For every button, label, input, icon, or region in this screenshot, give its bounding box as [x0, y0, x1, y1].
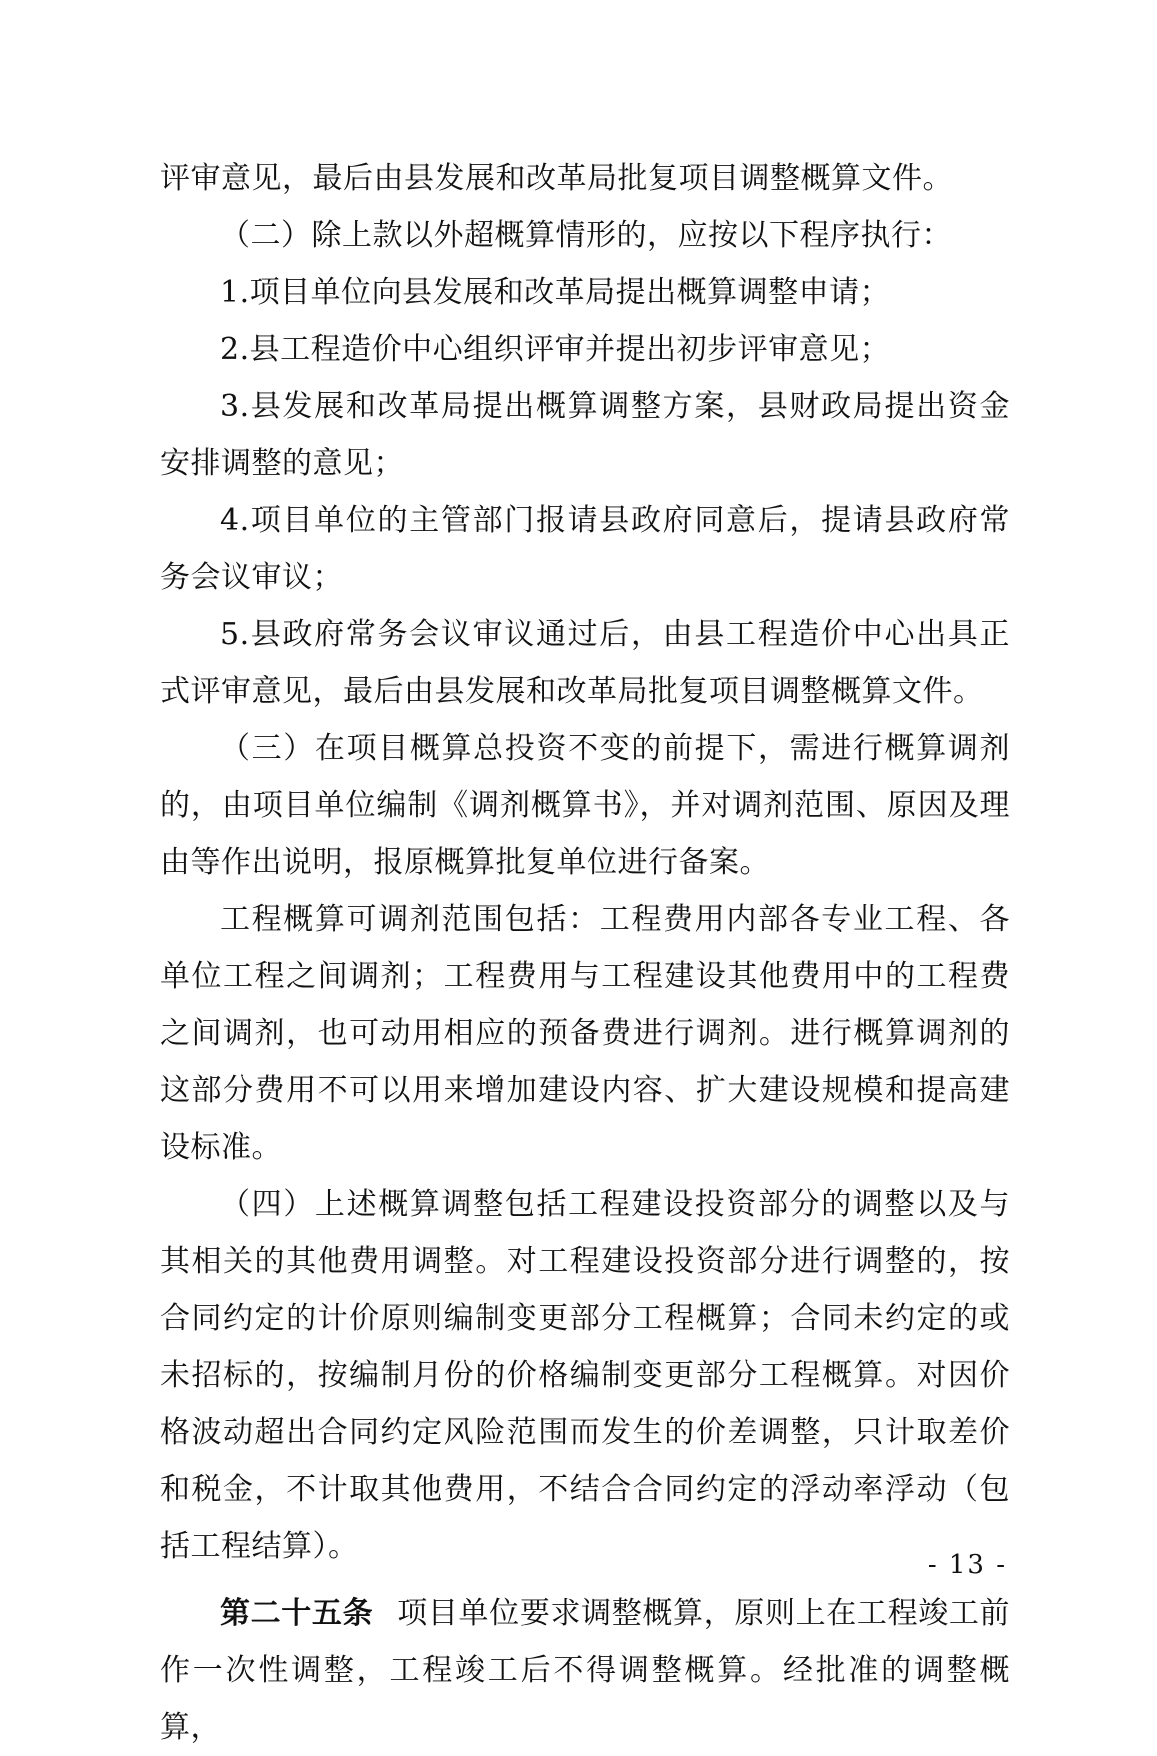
- paragraph-6: 4.项目单位的主管部门报请县政府同意后，提请县政府常务会议审议；: [160, 503, 1010, 595]
- page-number: - 13 -: [927, 1550, 1007, 1580]
- article-25: [160, 1585, 1010, 1756]
- paragraph-4: 2.县工程造价中心组织评审并提出初步评审意见；: [220, 332, 891, 367]
- paragraph-2: （二）除上款以外超概算情形的，应按以下程序执行：: [220, 218, 952, 253]
- body-text: [160, 150, 1010, 1756]
- article-text: 项目单位要求调整概算，原则上在工程竣工前作一次性调整，工程竣工后不得调整概算。经批准的调整概算，: [160, 1596, 1011, 1745]
- paragraph-3: 1.项目单位向县发展和改革局提出概算调整申请；: [220, 275, 891, 310]
- paragraph-8: （三）在项目概算总投资不变的前提下，需进行概算调剂的，由项目单位编制《调剂概算书》，并对调剂范围、原因及理由等作出说明，报原概算批复单位进行备案。: [160, 731, 1010, 880]
- paragraph-9: 工程概算可调剂范围包括：工程费用内部各专业工程、各单位工程之间调剂；工程费用与工程建设其他费用中的工程费之间调剂，也可动用相应的预备费进行调剂。进行概算调剂的这部分费用不可以用来增加建设内容、扩大建设规模和提高建设标准。: [160, 902, 1010, 1165]
- article-heading: 第二十五条: [220, 1596, 374, 1631]
- paragraph-7: 5.县政府常务会议审议通过后，由县工程造价中心出具正式评审意见，最后由县发展和改革局批复项目调整概算文件。: [160, 617, 1010, 709]
- paragraph-10: （四）上述概算调整包括工程建设投资部分的调整以及与其相关的其他费用调整。对工程建设投资部分进行调整的，按合同约定的计价原则编制变更部分工程概算；合同未约定的或未招标的，按编制月份的价格编制变更部分工程概算。对因价格波动超出合同约定风险范围而发生的价差调整，只计取差价和税金，不计取其他费用，不结合合同约定的浮动率浮动（包括工程结算）。: [160, 1187, 1010, 1564]
- paragraph-5: 3.县发展和改革局提出概算调整方案，县财政局提出资金安排调整的意见；: [160, 389, 1010, 481]
- paragraph-1: 评审意见，最后由县发展和改革局批复项目调整概算文件。: [160, 161, 953, 196]
